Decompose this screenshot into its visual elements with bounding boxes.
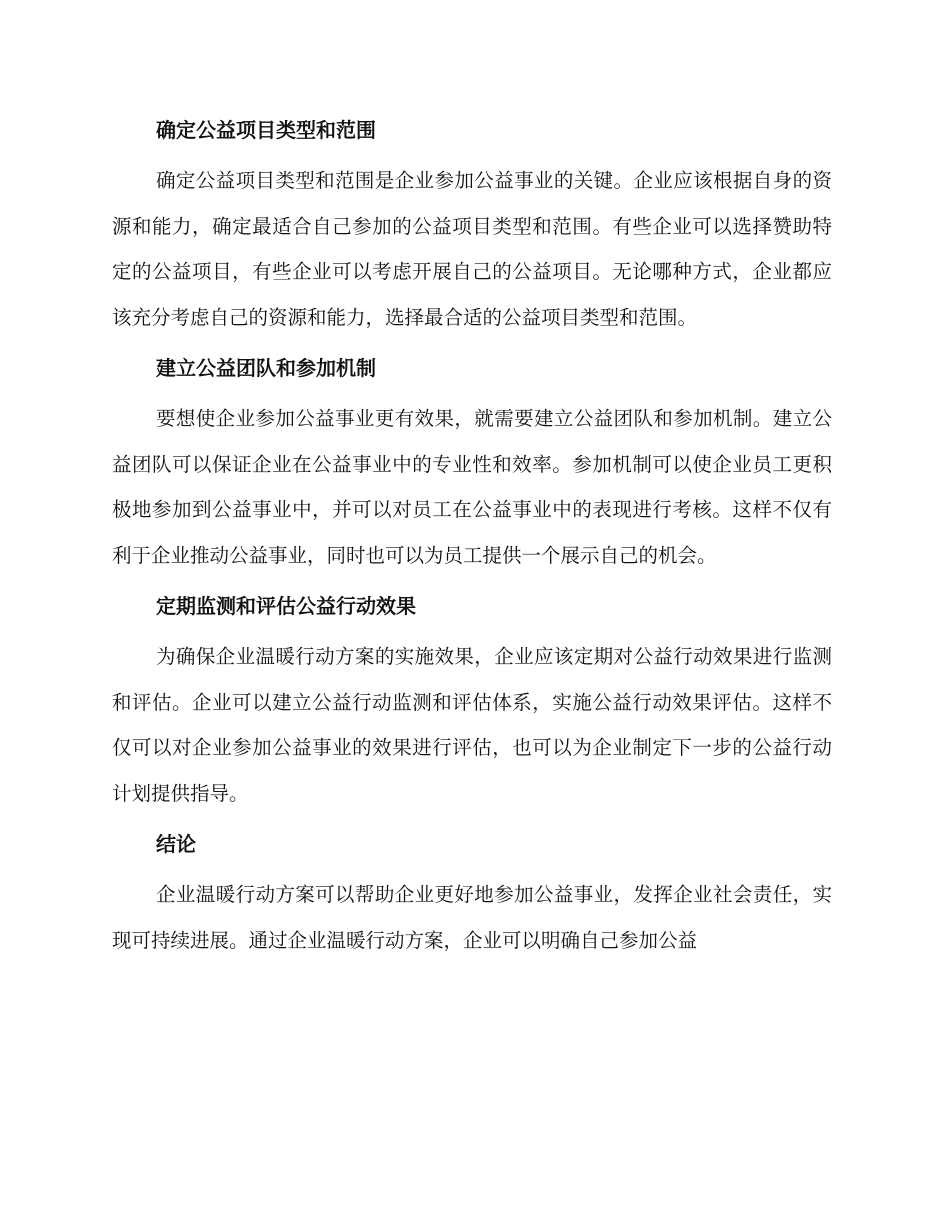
section-heading: 确定公益项目类型和范围 — [156, 118, 376, 142]
section-paragraph: 为确保企业温暖行动方案的实施效果，企业应该定期对公益行动效果进行监测和评估。企业可以建立公益行动监测和评估体系，实施公益行动效果评估。这样不仅可以对企业参加公益事业的效果进行评估，也可以为企业制定下一步的公益行动计划提供指导。 — [112, 645, 832, 805]
section-project-type — [112, 108, 832, 340]
section-paragraph: 要想使企业参加公益事业更有效果，就需要建立公益团队和参加机制。建立公益团队可以保证企业在公益事业中的专业性和效率。参加机制可以使企业员工更积极地参加到公益事业中，并可以对员工在公益事业中的表现进行考核。这样不仅有利于企业推动公益事业，同时也可以为员工提供一个展示自己的机会。 — [112, 407, 832, 567]
section-conclusion — [112, 822, 832, 963]
section-paragraph: 企业温暖行动方案可以帮助企业更好地参加公益事业，发挥企业社会责任，实现可持续进展。通过企业温暖行动方案，企业可以明确自己参加公益 — [112, 883, 832, 952]
section-heading: 结论 — [156, 832, 196, 856]
section-monitoring — [112, 584, 832, 816]
section-team-mechanism — [112, 346, 832, 578]
section-heading: 建立公益团队和参加机制 — [156, 356, 376, 380]
document-body — [112, 108, 832, 969]
section-heading: 定期监测和评估公益行动效果 — [156, 594, 416, 618]
section-paragraph: 确定公益项目类型和范围是企业参加公益事业的关键。企业应该根据自身的资源和能力，确定最适合自己参加的公益项目类型和范围。有些企业可以选择赞助特定的公益项目，有些企业可以考虑开展自己的公益项目。无论哪种方式，企业都应该充分考虑自己的资源和能力，选择最合适的公益项目类型和范围。 — [112, 169, 832, 329]
